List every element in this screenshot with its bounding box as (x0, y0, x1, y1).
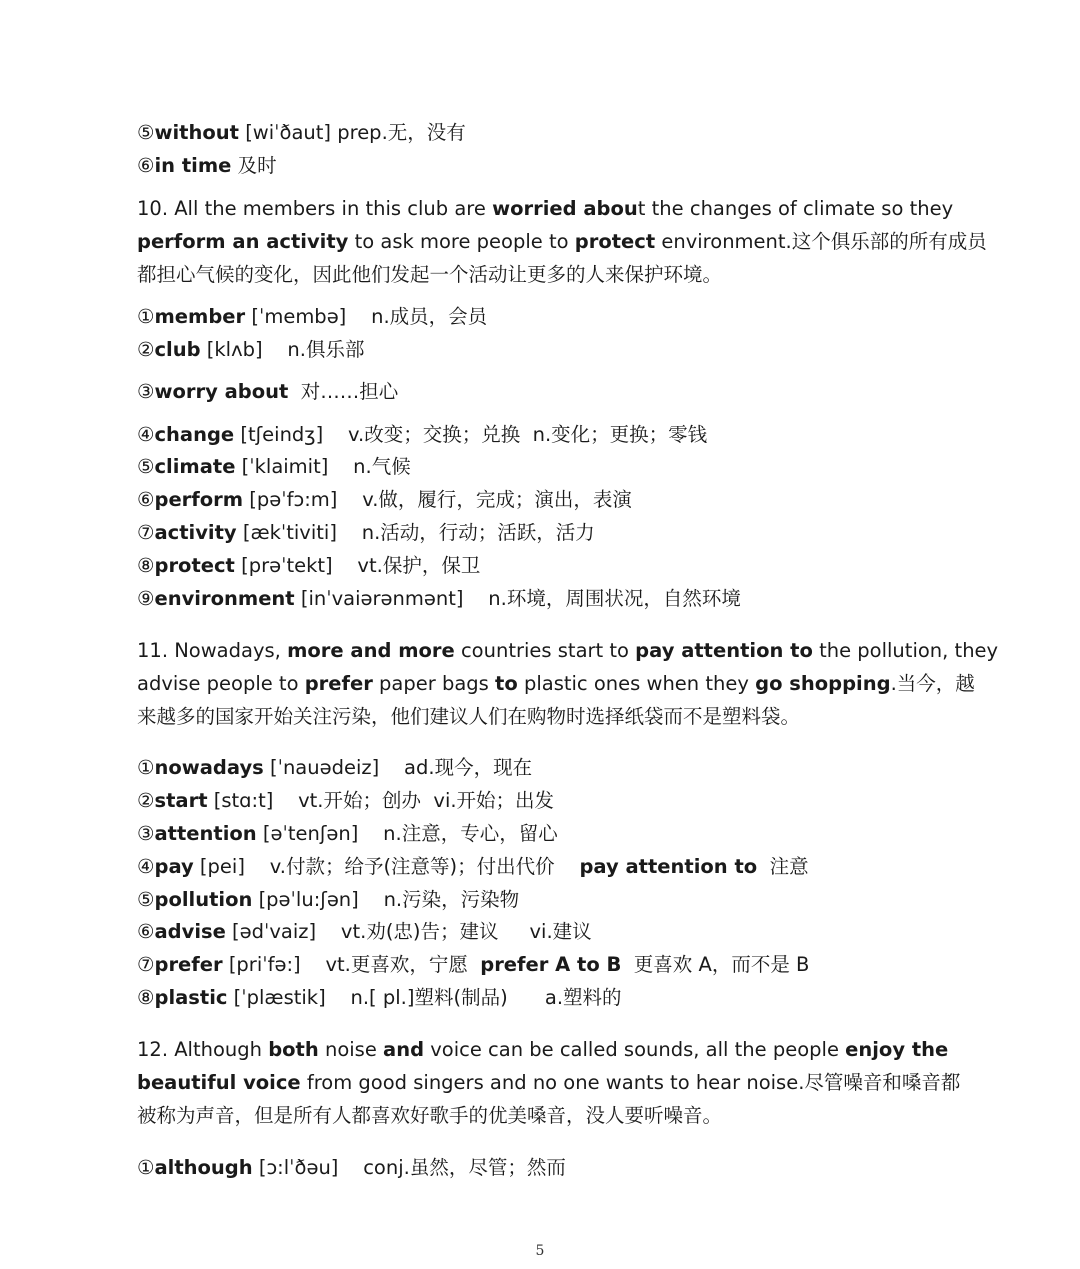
vocab-word: although (154, 1156, 253, 1179)
vocab-definition: [prəˈtekt] vt.保护，保卫 (234, 554, 481, 577)
vocab-word: member (154, 305, 246, 328)
item-number: ⑥ (137, 488, 155, 511)
vocab-item (137, 886, 519, 914)
vocab-word: perform (154, 488, 244, 511)
item-number: ② (137, 789, 155, 812)
vocab-definition: [klʌb] n.俱乐部 (200, 338, 365, 361)
sentence-line (137, 192, 954, 225)
vocab-item (137, 820, 558, 848)
sentence-text: countries start to (454, 639, 636, 662)
vocab-word: nowadays (154, 756, 264, 779)
sentence-text: plastic ones when they (517, 672, 756, 695)
vocab-item (137, 453, 411, 481)
vocab-item (137, 519, 595, 547)
sentence-line (137, 1099, 921, 1132)
sentence-text: to ask more people to (348, 230, 575, 253)
item-number: ⑦ (137, 953, 155, 976)
sentence-text: 都担心气候的变化，因此他们发起一个活动让更多的人来保护环境。 (137, 263, 723, 286)
vocab-item (137, 951, 809, 979)
key-phrase: protect (574, 230, 656, 253)
vocab-definition: [pei] v.付款；给予(注意等)；付出代价 (193, 855, 580, 878)
vocab-item (137, 787, 554, 815)
phrase: prefer A to B (480, 953, 622, 976)
vocab-item (137, 984, 622, 1012)
vocab-definition: [priˈfə:] vt.更喜欢，宁愿 (222, 953, 481, 976)
sentence-text: 10. All the members in this club are (137, 197, 493, 220)
vocab-item (137, 552, 480, 580)
sentence-line (137, 667, 975, 700)
sentence-line (137, 1033, 949, 1066)
sentence-text: the pollution, they (812, 639, 999, 662)
key-phrase: and (383, 1038, 425, 1061)
vocab-definition: [ˈnauədeiz] ad.现今，现在 (263, 756, 533, 779)
phrase-meaning: 注意 (757, 855, 809, 878)
vocab-definition: [ˈplæstik] n.[ pl.]塑料(制品) a.塑料的 (227, 986, 622, 1009)
item-number: ① (137, 305, 155, 328)
vocab-definition: [ˈklaimit] n.气候 (235, 455, 411, 478)
item-number: ④ (137, 423, 155, 446)
sentence-text: noise (318, 1038, 384, 1061)
sentence-text: advise people to (137, 672, 305, 695)
item-number: ① (137, 756, 155, 779)
vocab-item: ⑤without [wiˈðaut] prep.无，没有 (137, 121, 466, 144)
key-phrase: to (495, 672, 518, 695)
item-number: ④ (137, 855, 155, 878)
vocab-definition: [inˈvaiərənmənt] n.环境，周围状况，自然环境 (294, 587, 741, 610)
example-sentence-11 (137, 634, 999, 733)
vocab-item (137, 853, 809, 881)
vocab-definition: [pəˈfɔ:m] v.做，履行，完成；演出，表演 (243, 488, 632, 511)
vocab-definition: [pəˈlu:ʃən] n.污染，污染物 (252, 888, 520, 911)
vocab-item (137, 585, 741, 613)
key-phrase: both (268, 1038, 319, 1061)
vocab-item: ⑥in time 及时 (137, 154, 277, 177)
vocab-item (137, 754, 532, 782)
item-number: ③ (137, 822, 155, 845)
sentence-line (137, 634, 999, 667)
sentence-line (137, 258, 921, 291)
item-number: ⑦ (137, 521, 155, 544)
vocab-definition: [əˈtenʃən] n.注意，专心，留心 (256, 822, 558, 845)
item-number: ⑤ (137, 455, 155, 478)
item-number: ⑨ (137, 587, 155, 610)
key-phrase: pay attention to (635, 639, 813, 662)
vocab-item (137, 336, 364, 364)
vocab-word: pay (154, 855, 194, 878)
vocab-word: climate (154, 455, 236, 478)
vocab-item (137, 486, 632, 514)
phrase: pay attention to (579, 855, 758, 878)
item-number: ① (137, 1156, 155, 1179)
sentence-text: 12. Although (137, 1038, 269, 1061)
sentence-text: 11. Nowadays, (137, 639, 288, 662)
vocab-definition: [ədˈvaiz] vt.劝(忠)告；建议 vi.建议 (225, 920, 592, 943)
key-phrase: go shopping (755, 672, 891, 695)
vocab-definition: [ɔ:lˈðəu] conj.虽然，尽管；然而 (252, 1156, 566, 1179)
vocab-definition: 对……担心 (288, 380, 399, 403)
vocab-word: pollution (154, 888, 253, 911)
vocab-word: worry about (154, 380, 289, 403)
sentence-text: 来越多的国家开始关注污染，他们建议人们在购物时选择纸袋而不是塑料袋。 (137, 705, 801, 728)
item-number: ③ (137, 380, 155, 403)
vocab-word: environment (154, 587, 295, 610)
vocab-definition: [stɑ:t] vt.开始；创办 vi.开始；出发 (207, 789, 555, 812)
item-number: ⑧ (137, 986, 155, 1009)
sentence-text: voice can be called sounds, all the people (424, 1038, 846, 1061)
sentence-text: t the changes of climate so they (637, 197, 954, 220)
item-number: ⑥ (137, 920, 155, 943)
item-number: ⑧ (137, 554, 155, 577)
vocab-definition: [ækˈtiviti] n.活动，行动；活跃，活力 (236, 521, 595, 544)
key-phrase: more and more (287, 639, 455, 662)
vocab-word: change (154, 423, 235, 446)
sentence-text: paper bags (372, 672, 496, 695)
vocab-word: club (154, 338, 201, 361)
vocab-word: protect (154, 554, 235, 577)
sentence-text: 被称为声音，但是所有人都喜欢好歌手的优美嗓音，没人要听噪音。 (137, 1104, 723, 1127)
vocab-item (137, 1154, 566, 1182)
vocab-definition: [ˈmembə] n.成员，会员 (245, 305, 488, 328)
key-phrase: enjoy the (845, 1038, 949, 1061)
vocab-word: prefer (154, 953, 223, 976)
sentence-line (137, 225, 987, 258)
vocab-word: activity (154, 521, 237, 544)
sentence-text: environment.这个俱乐部的所有成员 (655, 230, 987, 253)
sentence-text: .当今，越 (890, 672, 975, 695)
key-phrase: perform an activity (137, 230, 349, 253)
vocab-word: attention (154, 822, 257, 845)
vocab-definition: [tʃeindʒ] v.改变；交换；兑换 n.变化；更换；零钱 (234, 423, 708, 446)
key-phrase: prefer (304, 672, 373, 695)
sentence-line (137, 700, 921, 733)
page-number: 5 (535, 1243, 545, 1259)
vocab-item (137, 918, 592, 946)
vocab-item (137, 378, 398, 406)
vocab-item (137, 421, 707, 449)
vocab-word: plastic (154, 986, 228, 1009)
sentence-line (137, 1066, 961, 1099)
key-phrase: beautiful voice (137, 1071, 301, 1094)
vocab-word: advise (154, 920, 226, 943)
example-sentence-10 (137, 192, 987, 291)
phrase-meaning: 更喜欢 A，而不是 B (621, 953, 810, 976)
item-number: ⑤ (137, 888, 155, 911)
example-sentence-12 (137, 1033, 961, 1132)
item-number: ② (137, 338, 155, 361)
vocab-item (137, 303, 487, 331)
vocab-word: start (154, 789, 208, 812)
key-phrase: worried abou (492, 197, 638, 220)
sentence-text: from good singers and no one wants to hear noise.尽管噪音和嗓音都 (300, 1071, 961, 1094)
